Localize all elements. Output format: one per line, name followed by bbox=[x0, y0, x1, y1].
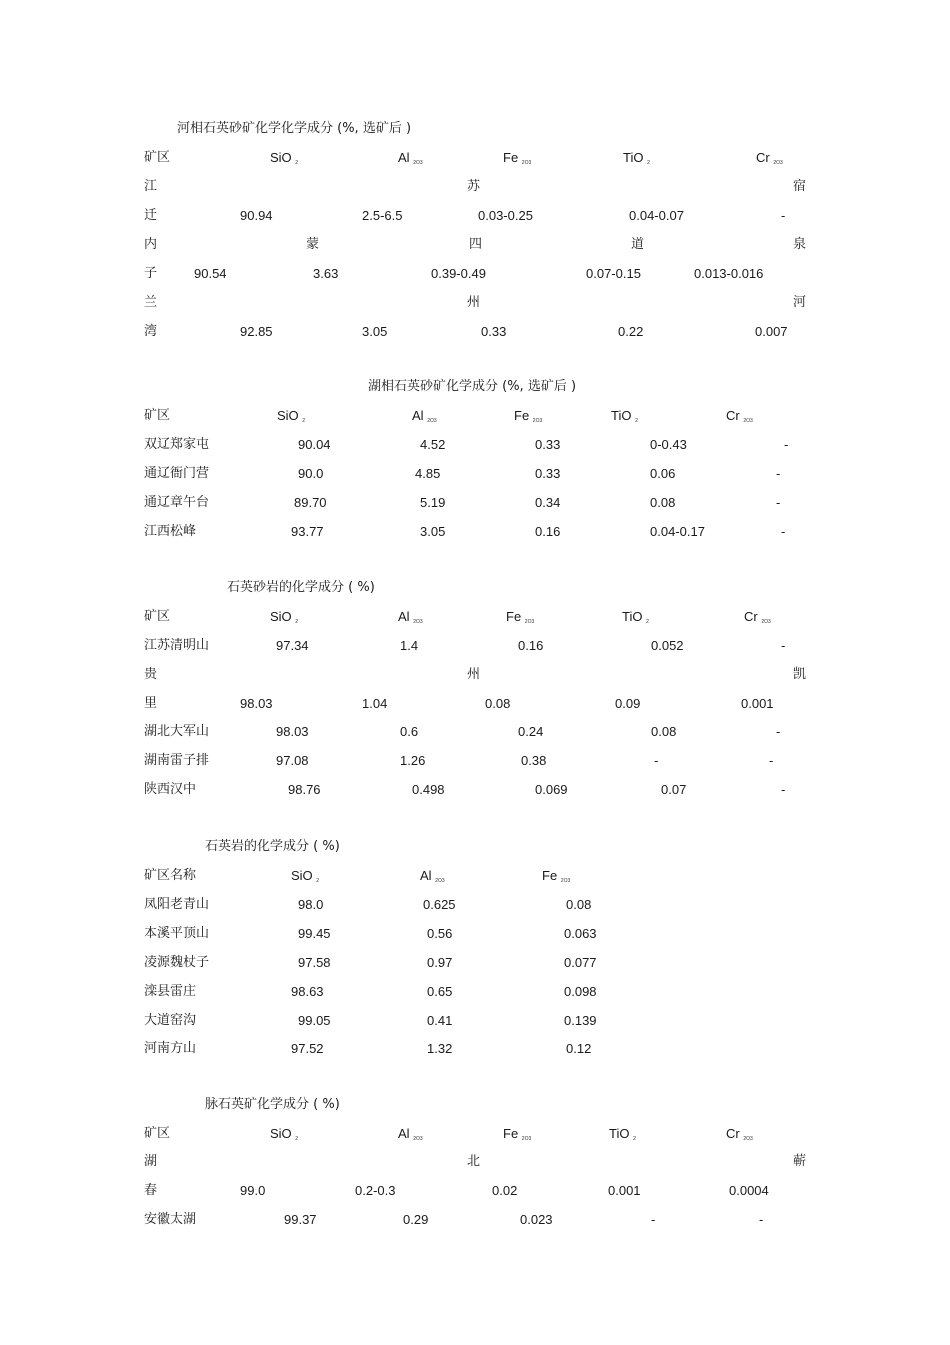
table-4-cell: 0.12 bbox=[566, 1041, 592, 1056]
table-3-cell: 97.08 bbox=[276, 753, 309, 768]
table-3-cell: - bbox=[776, 724, 781, 739]
table-5-cell: 0.29 bbox=[403, 1212, 429, 1227]
table-1-cell: - bbox=[781, 208, 786, 223]
table-5-cell: 湖 bbox=[144, 1154, 158, 1169]
table-4-cell: 大道窑沟 bbox=[144, 1013, 197, 1028]
table-1-cell: 92.85 bbox=[240, 324, 273, 339]
table-1-cell: 河 bbox=[793, 295, 807, 310]
table-4-cell: 1.32 bbox=[427, 1041, 453, 1056]
table-3-header-cr2o3: Cr $_{2O3}$ bbox=[744, 609, 771, 625]
table-1-cell: 0.39-0.49 bbox=[431, 266, 486, 281]
table-1-cell: 0.03-0.25 bbox=[478, 208, 533, 223]
table-3-cell: 0.24 bbox=[518, 724, 544, 739]
table-4-cell: 0.65 bbox=[427, 984, 453, 999]
table-1-header-sio2: SiO $_2$ bbox=[270, 150, 299, 166]
table-1-cell: 0.33 bbox=[481, 324, 507, 339]
table-2-cell: 4.52 bbox=[420, 437, 446, 452]
table-3-cell: 98.03 bbox=[276, 724, 309, 739]
table-3-cell: 江苏清明山 bbox=[144, 638, 210, 653]
table-2-cell: 4.85 bbox=[415, 466, 441, 481]
table-5-cell: 99.37 bbox=[284, 1212, 317, 1227]
table-5-cell: 0.2-0.3 bbox=[355, 1183, 396, 1198]
table-2-cell: 0.33 bbox=[535, 437, 561, 452]
table-1-cell: 0.04-0.07 bbox=[629, 208, 684, 223]
table-5-cell: 0.0004 bbox=[729, 1183, 769, 1198]
table-3-cell: 0.001 bbox=[741, 696, 774, 711]
table-4-cell: 0.077 bbox=[564, 955, 597, 970]
table-5-title: 脉石英矿化学成分 ( %) bbox=[205, 1097, 340, 1112]
table-2-header-cr2o3: Cr $_{2O3}$ bbox=[726, 408, 753, 424]
table-3-cell: - bbox=[769, 753, 774, 768]
table-1-cell: 州 bbox=[467, 295, 481, 310]
table-5-cell: 99.0 bbox=[240, 1183, 266, 1198]
table-3-cell: 0.052 bbox=[651, 638, 684, 653]
table-5-cell: 0.001 bbox=[608, 1183, 641, 1198]
table-1-cell: 道 bbox=[631, 237, 645, 252]
table-5-cell: 北 bbox=[467, 1154, 481, 1169]
table-2-cell: 通辽衙门营 bbox=[144, 466, 210, 481]
table-3-cell: 凯 bbox=[793, 667, 807, 682]
table-1-header-tio2: TiO $_2$ bbox=[623, 150, 650, 166]
table-1-title: 河相石英砂矿化学化学成分 (%, 选矿后 ) bbox=[177, 121, 412, 136]
table-4-cell: 97.58 bbox=[298, 955, 331, 970]
table-1-cell: 2.5-6.5 bbox=[362, 208, 403, 223]
table-3-header-sio2: SiO $_2$ bbox=[270, 609, 299, 625]
table-1-cell: 江 bbox=[144, 179, 158, 194]
table-1-header-al2o3: Al $_{2O3}$ bbox=[398, 150, 423, 166]
table-3-cell: 0.38 bbox=[521, 753, 547, 768]
table-4-cell: 99.05 bbox=[298, 1013, 331, 1028]
table-2-cell: 江西松峰 bbox=[144, 524, 197, 539]
table-4-cell: 97.52 bbox=[291, 1041, 324, 1056]
table-3-cell: 98.03 bbox=[240, 696, 273, 711]
table-4-header-al2o3: Al $_{2O3}$ bbox=[420, 868, 445, 884]
table-4-header-sio2: SiO $_2$ bbox=[291, 868, 320, 884]
table-4-cell: 0.97 bbox=[427, 955, 453, 970]
table-1-cell: 0.013-0.016 bbox=[694, 266, 764, 281]
table-1-cell: 0.07-0.15 bbox=[586, 266, 641, 281]
table-1-cell: 内 bbox=[144, 237, 158, 252]
table-4-header-mine-name: 矿区名称 bbox=[144, 868, 197, 883]
table-4-cell: 凌源魏杖子 bbox=[144, 955, 210, 970]
table-2-cell: 0.33 bbox=[535, 466, 561, 481]
table-1-cell: 四 bbox=[469, 237, 483, 252]
table-5-cell: 0.023 bbox=[520, 1212, 553, 1227]
table-5-header-fe2o3: Fe $_{2O3}$ bbox=[503, 1126, 532, 1142]
table-3-header-al2o3: Al $_{2O3}$ bbox=[398, 609, 423, 625]
table-3-header-tio2: TiO $_2$ bbox=[622, 609, 649, 625]
table-2-cell: 0-0.43 bbox=[650, 437, 687, 452]
table-1-cell: 3.63 bbox=[313, 266, 339, 281]
table-3-title: 石英砂岩的化学成分 ( %) bbox=[227, 580, 375, 595]
table-2-cell: 93.77 bbox=[291, 524, 324, 539]
table-2-cell: - bbox=[776, 466, 781, 481]
table-2-header-fe2o3: Fe $_{2O3}$ bbox=[514, 408, 543, 424]
table-5-header-al2o3: Al $_{2O3}$ bbox=[398, 1126, 423, 1142]
table-1-cell: 兰 bbox=[144, 295, 158, 310]
table-2-cell: - bbox=[784, 437, 789, 452]
table-3-cell: - bbox=[781, 782, 786, 797]
table-5-cell: - bbox=[759, 1212, 764, 1227]
table-2-cell: 双辽郑家屯 bbox=[144, 437, 210, 452]
table-5-header-cr2o3: Cr $_{2O3}$ bbox=[726, 1126, 753, 1142]
table-4-cell: 本溪平顶山 bbox=[144, 926, 210, 941]
table-2-title: 湖相石英砂矿化学成分 (%, 选矿后 ) bbox=[368, 379, 577, 394]
table-2-cell: - bbox=[776, 495, 781, 510]
table-3-cell: 0.08 bbox=[651, 724, 677, 739]
table-1-cell: 0.22 bbox=[618, 324, 644, 339]
table-3-cell: 0.498 bbox=[412, 782, 445, 797]
table-4-cell: 98.63 bbox=[291, 984, 324, 999]
table-2-cell: 通辽章午台 bbox=[144, 495, 210, 510]
table-4-cell: 凤阳老青山 bbox=[144, 897, 210, 912]
table-2-cell: - bbox=[781, 524, 786, 539]
table-3-cell: 贵 bbox=[144, 667, 158, 682]
table-3-cell: 0.07 bbox=[661, 782, 687, 797]
table-1-cell: 迁 bbox=[144, 208, 158, 223]
table-3-cell: 1.04 bbox=[362, 696, 388, 711]
table-3-cell: 湖北大军山 bbox=[144, 724, 210, 739]
table-4-cell: 0.063 bbox=[564, 926, 597, 941]
table-3-cell: - bbox=[781, 638, 786, 653]
table-4-cell: 0.139 bbox=[564, 1013, 597, 1028]
table-5-cell: 春 bbox=[144, 1183, 158, 1198]
table-1-header-mine-area: 矿区 bbox=[144, 150, 171, 165]
table-4-cell: 0.56 bbox=[427, 926, 453, 941]
table-1-header-fe2o3: Fe $_{2O3}$ bbox=[503, 150, 532, 166]
table-4-cell: 0.625 bbox=[423, 897, 456, 912]
table-1-cell: 90.54 bbox=[194, 266, 227, 281]
table-3-header-mine-area: 矿区 bbox=[144, 609, 171, 624]
table-3-cell: 0.08 bbox=[485, 696, 511, 711]
table-2-header-mine-area: 矿区 bbox=[144, 408, 171, 423]
table-1-cell: 泉 bbox=[793, 237, 807, 252]
table-2-cell: 3.05 bbox=[420, 524, 446, 539]
table-2-header-al2o3: Al $_{2O3}$ bbox=[412, 408, 437, 424]
table-4-cell: 滦县雷庄 bbox=[144, 984, 197, 999]
table-4-cell: 0.41 bbox=[427, 1013, 453, 1028]
table-3-cell: 0.069 bbox=[535, 782, 568, 797]
table-1-header-cr2o3: Cr $_{2O3}$ bbox=[756, 150, 783, 166]
table-1-cell: 苏 bbox=[467, 179, 481, 194]
table-5-cell: 0.02 bbox=[492, 1183, 518, 1198]
table-2-cell: 0.08 bbox=[650, 495, 676, 510]
table-1-cell: 子 bbox=[144, 266, 158, 281]
table-2-cell: 90.04 bbox=[298, 437, 331, 452]
table-4-title: 石英岩的化学成分 ( %) bbox=[205, 839, 340, 854]
table-3-header-fe2o3: Fe $_{2O3}$ bbox=[506, 609, 535, 625]
table-3-cell: 州 bbox=[467, 667, 481, 682]
table-5-header-mine-area: 矿区 bbox=[144, 1126, 171, 1141]
table-3-cell: 0.09 bbox=[615, 696, 641, 711]
table-3-cell: 1.26 bbox=[400, 753, 426, 768]
table-2-header-sio2: SiO $_2$ bbox=[277, 408, 306, 424]
table-3-cell: 里 bbox=[144, 696, 158, 711]
table-5-header-sio2: SiO $_2$ bbox=[270, 1126, 299, 1142]
table-4-cell: 0.08 bbox=[566, 897, 592, 912]
table-1-cell: 0.007 bbox=[755, 324, 788, 339]
table-4-cell: 0.098 bbox=[564, 984, 597, 999]
table-2-cell: 0.06 bbox=[650, 466, 676, 481]
table-1-cell: 3.05 bbox=[362, 324, 388, 339]
table-3-cell: 1.4 bbox=[400, 638, 419, 653]
table-4-cell: 河南方山 bbox=[144, 1041, 197, 1056]
table-3-cell: 97.34 bbox=[276, 638, 309, 653]
table-1-cell: 90.94 bbox=[240, 208, 273, 223]
table-5-header-tio2: TiO $_2$ bbox=[609, 1126, 636, 1142]
table-1-cell: 湾 bbox=[144, 324, 158, 339]
table-5-cell: 蕲 bbox=[793, 1154, 807, 1169]
table-2-cell: 89.70 bbox=[294, 495, 327, 510]
table-4-header-fe2o3: Fe $_{2O3}$ bbox=[542, 868, 571, 884]
table-5-cell: - bbox=[651, 1212, 656, 1227]
table-4-cell: 98.0 bbox=[298, 897, 324, 912]
table-2-cell: 0.16 bbox=[535, 524, 561, 539]
table-2-header-tio2: TiO $_2$ bbox=[611, 408, 638, 424]
table-3-cell: 0.6 bbox=[400, 724, 419, 739]
table-3-cell: 湖南雷子排 bbox=[144, 753, 210, 768]
table-1-cell: 宿 bbox=[793, 179, 807, 194]
table-4-cell: 99.45 bbox=[298, 926, 331, 941]
table-3-cell: - bbox=[654, 753, 659, 768]
table-2-cell: 90.0 bbox=[298, 466, 324, 481]
table-2-cell: 0.34 bbox=[535, 495, 561, 510]
table-3-cell: 陕西汉中 bbox=[144, 782, 197, 797]
table-3-cell: 0.16 bbox=[518, 638, 544, 653]
table-5-cell: 安徽太湖 bbox=[144, 1212, 197, 1227]
table-2-cell: 5.19 bbox=[420, 495, 446, 510]
table-2-cell: 0.04-0.17 bbox=[650, 524, 705, 539]
table-1-cell: 蒙 bbox=[306, 237, 320, 252]
table-3-cell: 98.76 bbox=[288, 782, 321, 797]
